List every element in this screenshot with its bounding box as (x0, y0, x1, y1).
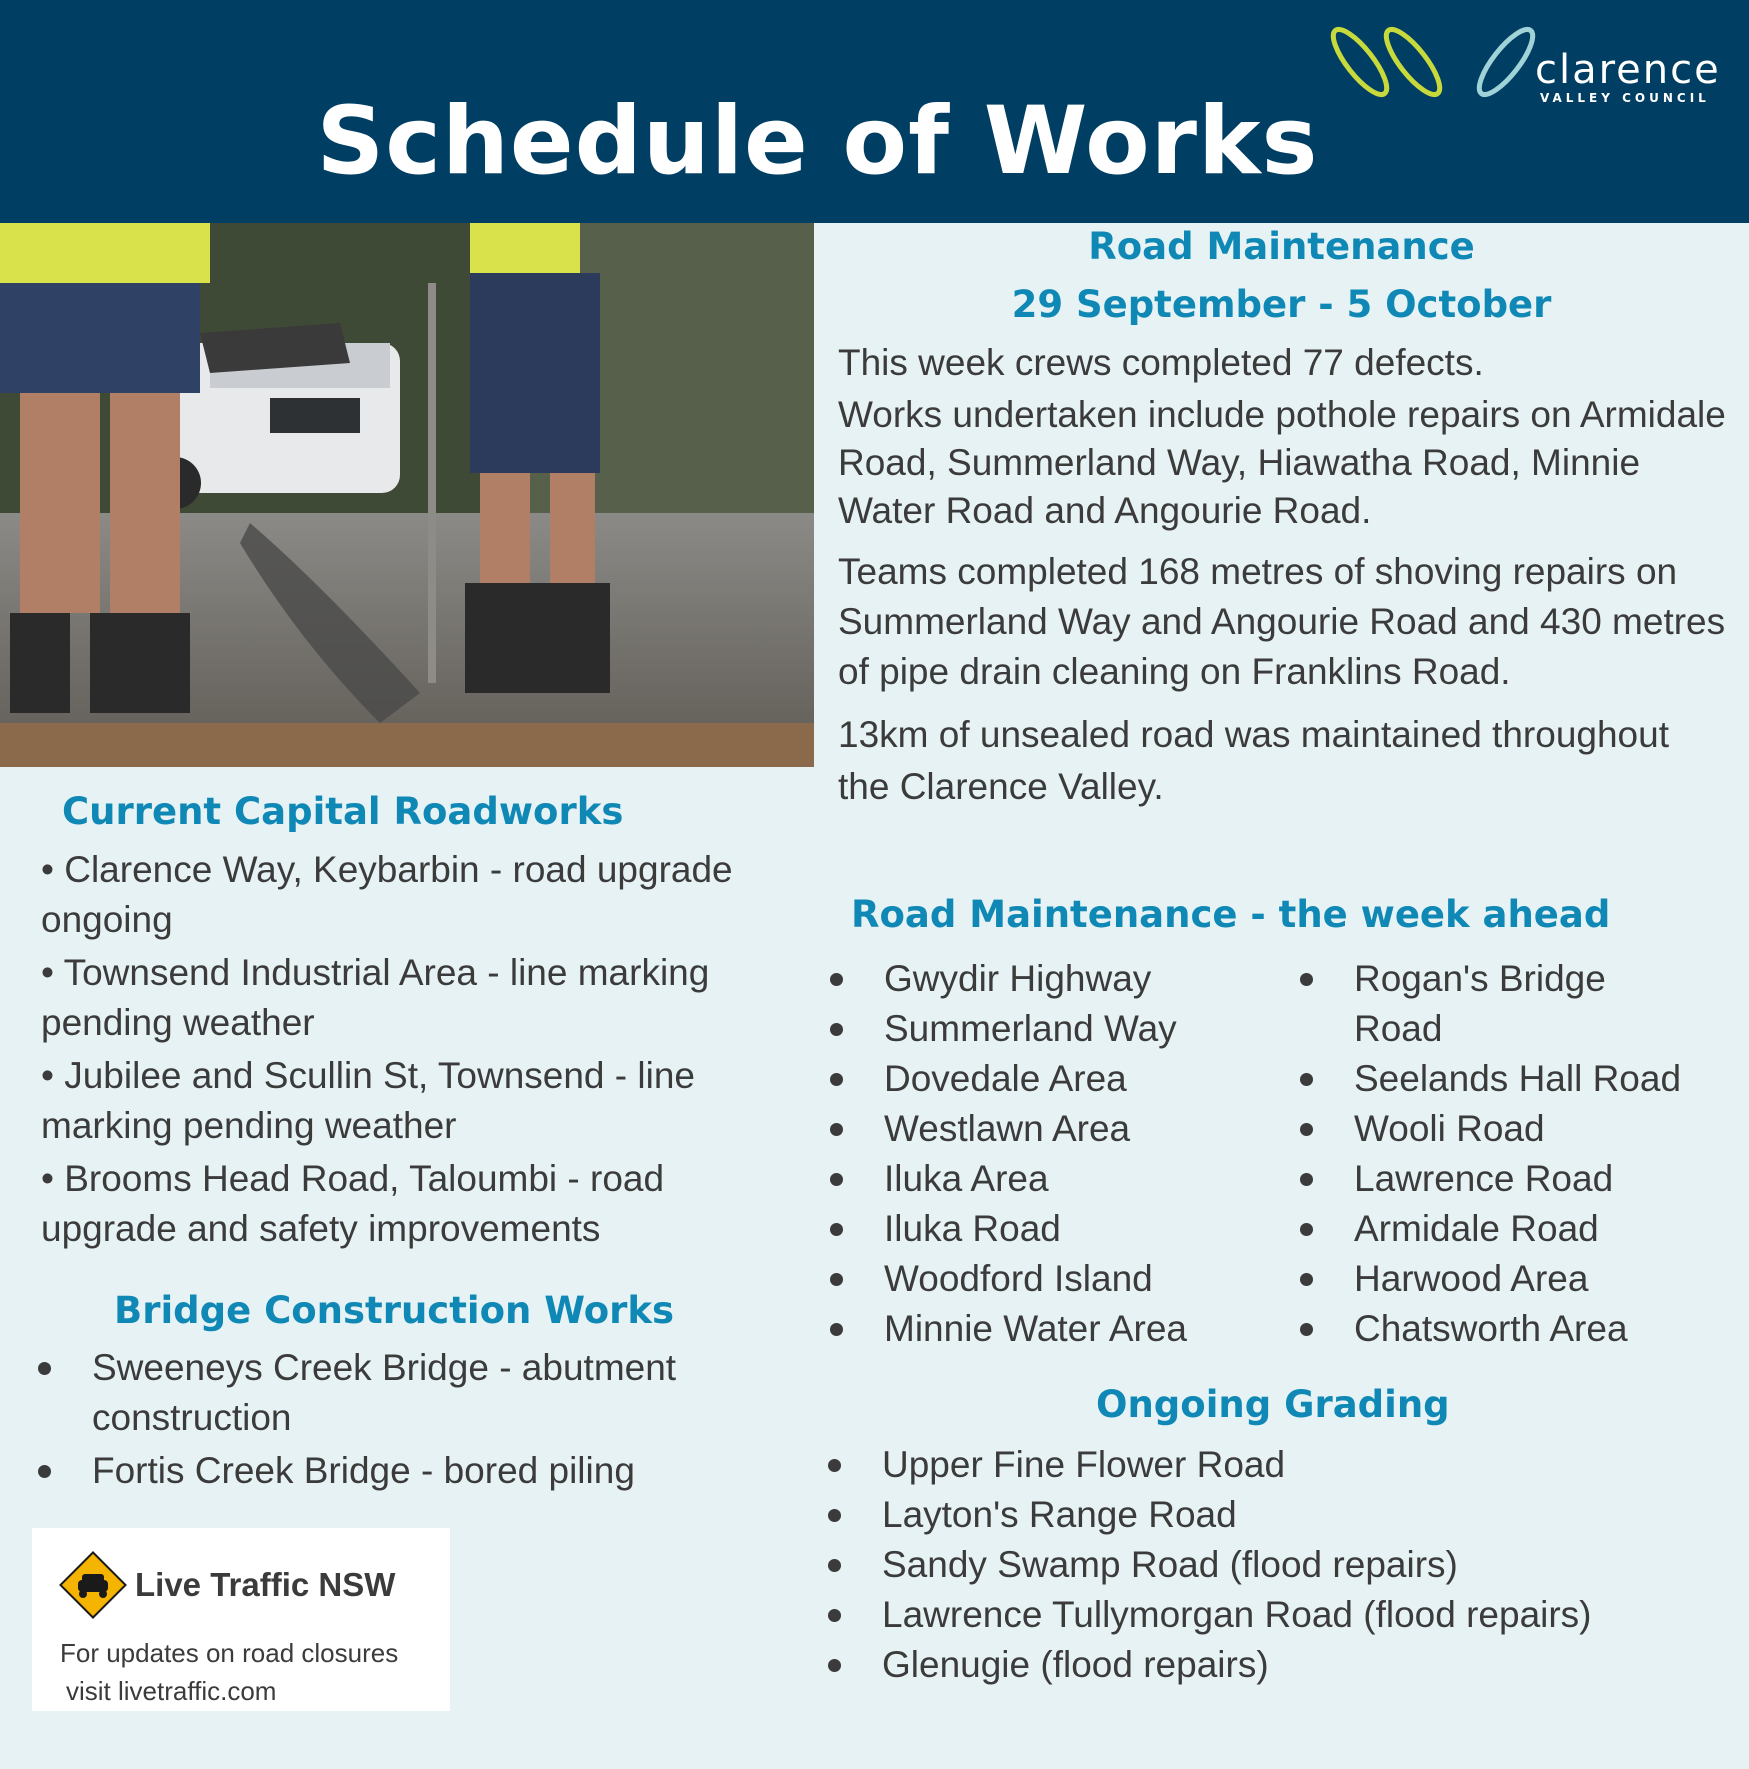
page-title: Schedule of Works (316, 87, 1319, 196)
list-item (828, 1590, 1728, 1640)
list-item-label: Lawrence Tullymorgan Road (flood repairs) (882, 1594, 1592, 1635)
ongoing-grading-heading: Ongoing Grading (1096, 1383, 1450, 1426)
live-traffic-link[interactable]: visit livetraffic.com (66, 1676, 277, 1706)
list-item-label: Wooli Road (1354, 1108, 1545, 1149)
bullet-icon (1300, 1273, 1313, 1286)
list-item-label: Seelands Hall Road (1354, 1058, 1682, 1099)
bullet-icon (830, 1273, 843, 1286)
ongoing-grading-list (828, 1440, 1728, 1690)
capital-roadworks-heading: Current Capital Roadworks (62, 790, 624, 833)
list-item (828, 1440, 1728, 1490)
bullet-icon (38, 1465, 51, 1478)
list-item (830, 1004, 1270, 1054)
list-item (1300, 1054, 1740, 1104)
list-item: • Townsend Industrial Area - line marking pending weather (41, 952, 710, 1043)
traffic-car-icon (58, 1550, 128, 1620)
bullet-icon (828, 1459, 841, 1472)
list-item-label: Upper Fine Flower Road (882, 1444, 1286, 1485)
bridge-works-heading: Bridge Construction Works (114, 1289, 675, 1332)
list-item (1300, 954, 1654, 1054)
list-item-label: Westlawn Area (884, 1108, 1131, 1149)
road-maintenance-dates: 29 September - 5 October (1011, 283, 1552, 326)
bullet-icon (828, 1559, 841, 1572)
list-item-label: Minnie Water Area (884, 1308, 1187, 1349)
list-item (38, 1343, 738, 1443)
list-item-label: Woodford Island (884, 1258, 1153, 1299)
list-item-label: Gwydir Highway (884, 958, 1152, 999)
week-ahead-list-col1 (830, 954, 1270, 1354)
list-item-label: Armidale Road (1354, 1208, 1599, 1249)
list-item (830, 1054, 1270, 1104)
list-item (830, 1204, 1270, 1254)
bullet-icon (38, 1362, 51, 1375)
bullet-icon (830, 1123, 843, 1136)
paragraph-shoving: Teams completed 168 metres of shoving repairs on Summerland Way and Angourie Road and 430 metres of pipe drain cleaning on Franklins Road. (838, 551, 1726, 692)
list-item (1300, 1104, 1740, 1154)
paragraph-unsealed: 13km of unsealed road was maintained throughout the Clarence Valley. (838, 714, 1669, 807)
bullet-icon (828, 1609, 841, 1622)
road-maintenance-body (838, 338, 1728, 825)
list-item (1300, 1154, 1740, 1204)
list-item-label: Iluka Area (884, 1158, 1049, 1199)
bullet-icon (1300, 1223, 1313, 1236)
live-traffic-line1: For updates on road closures (60, 1638, 399, 1668)
list-item (1300, 1204, 1740, 1254)
bullet-icon (1300, 1123, 1313, 1136)
list-item-label: Lawrence Road (1354, 1158, 1614, 1199)
list-item: • Clarence Way, Keybarbin - road upgrade ongoing (41, 849, 733, 940)
list-item (828, 1540, 1728, 1590)
road-crew-photo (0, 223, 814, 767)
list-item: • Brooms Head Road, Taloumbi - road upgrade and safety improvements (41, 1158, 665, 1249)
list-item-label: Summerland Way (884, 1008, 1177, 1049)
list-item-label: Layton's Range Road (882, 1494, 1237, 1535)
list-item-label: Iluka Road (884, 1208, 1061, 1249)
capital-roadworks-list (41, 845, 781, 1254)
road-maintenance-heading: Road Maintenance (1088, 225, 1475, 268)
bridge-works-list (38, 1343, 738, 1496)
list-item: • Jubilee and Scullin St, Townsend - line marking pending weather (41, 1055, 695, 1146)
list-item-label: Rogan's Bridge Road (1354, 958, 1606, 1049)
logo-name: clarence (1535, 47, 1721, 93)
list-item-label: Fortis Creek Bridge - bored piling (92, 1450, 635, 1491)
list-item (830, 1254, 1270, 1304)
list-item-label: Sweeneys Creek Bridge - abutment construction (92, 1347, 677, 1438)
list-item (38, 1446, 738, 1496)
list-item-label: Chatsworth Area (1354, 1308, 1628, 1349)
bullet-icon (830, 973, 843, 986)
bullet-icon (830, 1073, 843, 1086)
bullet-icon (830, 1223, 843, 1236)
bullet-icon (830, 1173, 843, 1186)
bullet-icon (1300, 1073, 1313, 1086)
live-traffic-title: Live Traffic NSW (135, 1566, 396, 1603)
list-item (1300, 1254, 1740, 1304)
list-item-label: Dovedale Area (884, 1058, 1127, 1099)
bullet-icon (828, 1659, 841, 1672)
list-item (830, 1304, 1270, 1354)
list-item (830, 954, 1270, 1004)
list-item (828, 1640, 1728, 1690)
list-item-label: Glenugie (flood repairs) (882, 1644, 1269, 1685)
bullet-icon (1300, 1173, 1313, 1186)
live-traffic-text (60, 1634, 398, 1710)
paragraph-defects: This week crews completed 77 defects. (838, 342, 1484, 383)
week-ahead-list-col2 (1300, 954, 1740, 1354)
list-item (830, 1154, 1270, 1204)
bullet-icon (1300, 973, 1313, 986)
live-traffic-box[interactable] (32, 1528, 450, 1711)
bullet-icon (830, 1323, 843, 1336)
paragraph-pothole: Works undertaken include pothole repairs on Armidale Road, Summerland Way, Hiawatha Road, Minnie Water Road and Angourie Road. (838, 394, 1726, 531)
logo-subtitle: VALLEY COUNCIL (1540, 91, 1710, 105)
list-item-label: Sandy Swamp Road (flood repairs) (882, 1544, 1458, 1585)
list-item (828, 1490, 1728, 1540)
week-ahead-heading: Road Maintenance - the week ahead (851, 893, 1611, 936)
list-item (1300, 1304, 1740, 1354)
list-item-label: Harwood Area (1354, 1258, 1589, 1299)
bullet-icon (828, 1509, 841, 1522)
list-item (830, 1104, 1270, 1154)
bullet-icon (830, 1023, 843, 1036)
bullet-icon (1300, 1323, 1313, 1336)
